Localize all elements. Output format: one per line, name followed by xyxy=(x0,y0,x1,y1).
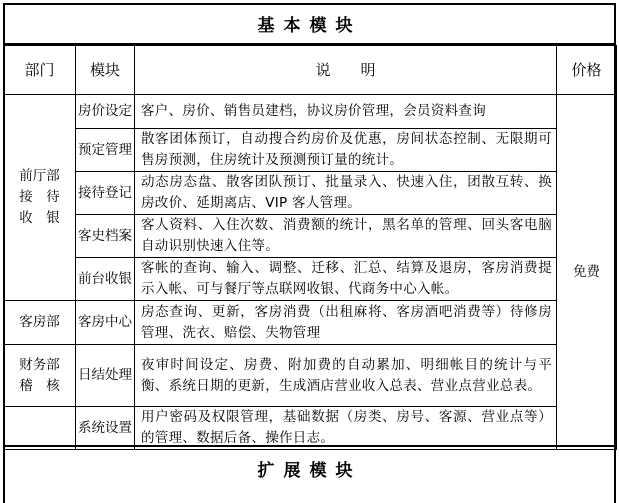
section-title-extended: 扩展模块 xyxy=(3,445,616,490)
description-cell: 客帐的查询、输入、调整、迁移、汇总、结算及退房，客房消费提示入帐、可与餐厅等点联网收银、代商务中心入帐。 xyxy=(135,258,557,301)
module-cell: 接待登记 xyxy=(76,172,135,215)
table-row xyxy=(4,129,617,172)
header-row xyxy=(4,46,617,95)
module-cell: 客史档案 xyxy=(76,215,135,258)
department-cell-empty xyxy=(4,407,76,450)
module-cell: 房价设定 xyxy=(76,95,135,129)
description-cell: 夜审时间设定、房费、附加费的自动累加、明细帐目的统计与平衡、系统日期的更新，生成酒店营业收入总表、营业点营业总表。 xyxy=(135,345,557,407)
description-cell: 动态房态盘、散客团队预订、批量录入、快速入住，团散互转、换房改价、延期离店、VIP 客人管理。 xyxy=(135,172,557,215)
module-table xyxy=(3,45,617,450)
column-header-price: 价格 xyxy=(557,46,617,95)
column-header-module: 模块 xyxy=(76,46,135,95)
description-cell: 用户密码及权限管理，基础数据（房类、房号、客源、营业点等）的管理、数据后备、操作日志。 xyxy=(135,407,557,450)
table-row xyxy=(4,258,617,301)
column-header-description: 说 明 xyxy=(135,46,557,95)
module-cell: 预定管理 xyxy=(76,129,135,172)
module-cell: 日结处理 xyxy=(76,345,135,407)
department-label: 前厅部 xyxy=(19,168,60,184)
description-cell: 客户、房价、销售员建档，协议房价管理，会员资料查询 xyxy=(135,95,557,129)
department-label: 收 银 xyxy=(19,210,60,226)
table-row xyxy=(4,301,617,345)
description-cell: 客人资料、入住次数、消费额的统计，黑名单的管理、回头客电脑自动识别快速入住等。 xyxy=(135,215,557,258)
module-cell: 前台收银 xyxy=(76,258,135,301)
column-header-department: 部门 xyxy=(4,46,76,95)
department-label: 接 待 xyxy=(19,189,60,205)
department-cell-front-office xyxy=(4,95,76,301)
description-cell: 房态查询、更新，客房消费（出租麻将、客房酒吧消费等）待修房管理、洗衣、赔偿、失物管理 xyxy=(135,301,557,345)
table-row xyxy=(4,95,617,129)
department-label: 稽 核 xyxy=(19,377,60,394)
section-title-basic: 基本模块 xyxy=(3,3,616,45)
table-row xyxy=(4,215,617,258)
table-row xyxy=(4,345,617,407)
description-cell: 散客团体预订，自动搜合约房价及优惠，房间状态控制、无限期可售房预测，住房统计及预测预订量的统计。 xyxy=(135,129,557,172)
table-row xyxy=(4,172,617,215)
module-cell: 系统设置 xyxy=(76,407,135,450)
price-cell: 免费 xyxy=(557,95,617,450)
module-cell: 客房中心 xyxy=(76,301,135,345)
department-cell-housekeeping: 客房部 xyxy=(4,301,76,345)
department-cell-finance xyxy=(4,345,76,407)
table-row xyxy=(4,407,617,450)
department-label: 财务部 xyxy=(19,356,60,373)
